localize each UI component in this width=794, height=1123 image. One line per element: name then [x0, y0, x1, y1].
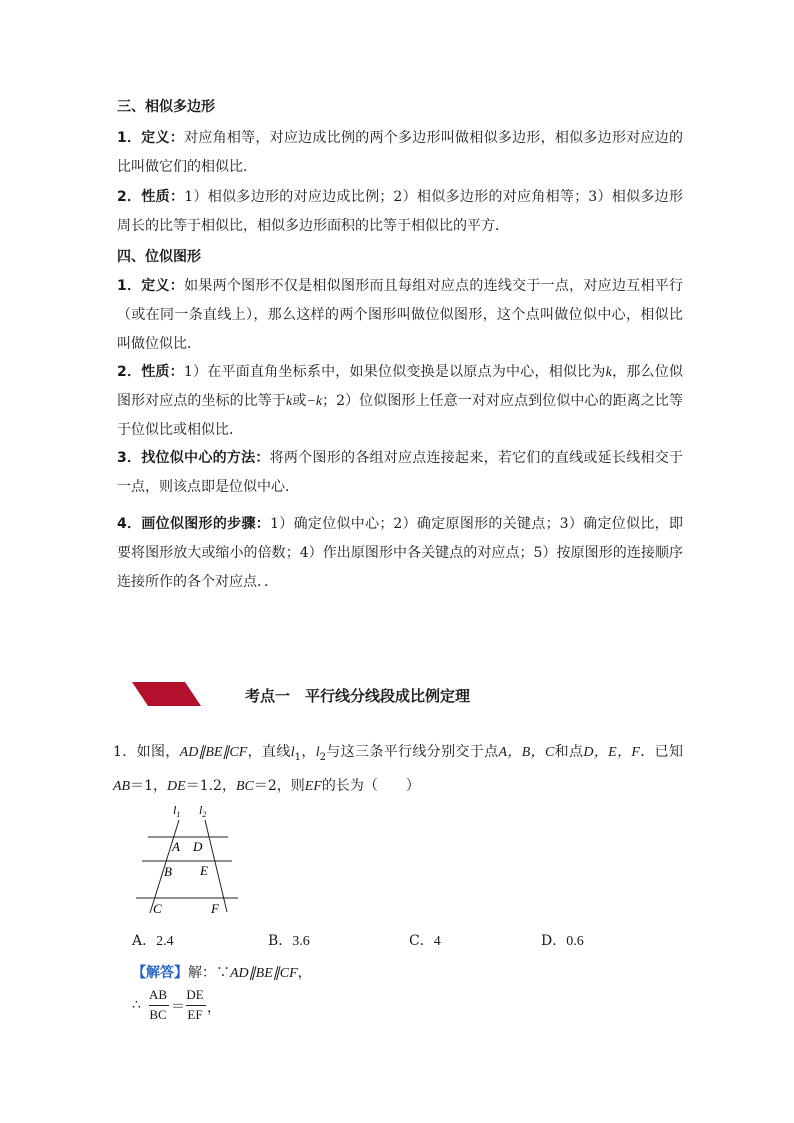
option-letter: A．: [132, 933, 157, 949]
properties-text: 1）在平面直角坐标系中，如果位似变换是以原点为中心，相似比为: [183, 364, 606, 380]
option-d[interactable]: [541, 930, 584, 950]
option-value: 4: [433, 934, 441, 949]
label-l1: $l_1$: [173, 803, 181, 819]
question-text: ＝1.2，: [185, 777, 236, 794]
label-definition: 1．定义：: [117, 278, 185, 294]
question-text: 的长为（ ）: [321, 777, 420, 794]
steps-text: 1）确定位似中心；2）确定原图形的关键点；3）确定位似比，即要将图形放大或缩小的倍数；4）作出原图形中各关键点的对应点；5）按原图形的连接顺序连接所作的各个对应点．．: [117, 516, 683, 590]
point-e: E: [200, 863, 208, 878]
question-1: [113, 738, 683, 801]
option-letter: D．: [541, 933, 567, 949]
solution-text: ，: [207, 1000, 221, 1016]
point-a: A: [172, 839, 180, 854]
section-heading-similar-polygons: 三、相似多边形: [117, 99, 215, 115]
solution-line-1: [132, 962, 312, 982]
question-text: ，: [300, 744, 316, 760]
paragraph-properties-similar-polygons: [117, 183, 683, 241]
label-method: 3．找位似中心的方法：: [117, 450, 270, 466]
point-d: D: [193, 839, 203, 854]
question-text: ＝1，: [130, 777, 168, 794]
therefore-symbol: ∴: [132, 997, 141, 1013]
paragraph-definition-similar-polygons: [117, 124, 683, 182]
var-k: k: [605, 365, 612, 380]
line-l1-subscript: 1: [294, 751, 301, 763]
segment-ef: EF: [304, 778, 322, 794]
question-text: ，直线: [247, 744, 291, 760]
solution-text: 解：∵: [188, 965, 230, 981]
option-value: 3.6: [292, 934, 310, 949]
option-b[interactable]: [268, 930, 310, 950]
point-f: F: [211, 901, 219, 916]
paragraph-properties-homothetic: [117, 358, 683, 445]
fraction-denominator: EF: [187, 1007, 203, 1022]
label-properties: 2．性质：: [117, 364, 184, 380]
solution-condition: AD∥BE∥CF: [230, 966, 298, 981]
label-l2: $l_2$: [199, 803, 207, 819]
segment-ab: AB: [113, 778, 131, 794]
fraction-bar: [186, 1005, 206, 1006]
paragraph-definition-homothetic: [117, 272, 683, 359]
line-l1-label: l: [290, 745, 295, 760]
question-text: ＝2，则: [253, 777, 305, 794]
option-value: 2.4: [156, 934, 174, 949]
option-letter: C．: [409, 933, 434, 949]
label-definition: 1．定义：: [117, 130, 185, 146]
paragraph-drawing-steps: [117, 510, 683, 597]
banner-parallelogram: [132, 682, 201, 706]
point-b: B: [164, 864, 172, 879]
segment-de: DE: [167, 778, 186, 794]
var-k: k: [286, 394, 293, 409]
definition-text: 对应角相等，对应边成比例的两个多边形叫做相似多边形，相似多边形对应边的比叫做它们的相似比．: [117, 130, 683, 175]
fraction-denominator: BC: [149, 1007, 167, 1022]
solution-proportion: [132, 987, 332, 1027]
points-def: D，E，F: [583, 745, 640, 760]
properties-text: ；2）位似图形上任意一对对应点到位似中心的距离之比等于位似比或相似比．: [117, 393, 684, 438]
point-c: C: [153, 901, 162, 916]
parallel-lines-figure: [130, 800, 240, 918]
paragraph-find-center-method: [117, 444, 683, 502]
label-steps: 4．画位似图形的步骤：: [117, 516, 271, 532]
section-heading-homothetic-figures: 四、位似图形: [117, 249, 201, 265]
question-text: 和点: [554, 744, 584, 760]
fraction-bar: [149, 1005, 169, 1006]
fraction-numerator: DE: [186, 987, 204, 1002]
label-properties: 2．性质：: [117, 189, 185, 205]
question-number: 1．: [113, 744, 137, 760]
fraction-numerator: AB: [148, 987, 168, 1002]
option-value: 0.6: [566, 934, 584, 949]
question-condition: AD∥BE∥CF: [179, 745, 248, 760]
line-l2-subscript: 2: [319, 751, 326, 763]
option-c[interactable]: [409, 930, 441, 950]
equals-sign: ＝: [171, 999, 185, 1015]
topic-title: 考点一 平行线分线段成比例定理: [245, 687, 471, 705]
solution-text: ，: [297, 965, 312, 981]
points-abc: A，B，C: [498, 745, 555, 760]
properties-text: ，那么位似图形对应点的坐标的比等于: [117, 364, 683, 409]
option-letter: B．: [268, 933, 293, 949]
question-text: 如图，: [136, 744, 180, 760]
option-a[interactable]: [132, 930, 174, 950]
method-text: 将两个图形的各组对应点连接起来，若它们的直线或延长线相交于一点，则该点即是位似中心．: [117, 450, 683, 495]
question-text: ．已知: [639, 744, 684, 760]
definition-text: 如果两个图形不仅是相似图形而且每组对应点的连线交于一点，对应边互相平行（或在同一条直线上），那么这样的两个图形叫做位似图形，这个点叫做位似中心，相似比叫做位似比．: [117, 278, 683, 352]
solution-tag: 【解答】: [132, 965, 188, 981]
properties-text: 或: [292, 393, 307, 409]
var-neg-k: −k: [306, 394, 323, 409]
properties-text: 1）相似多边形的对应边成比例；2）相似多边形的对应角相等；3）相似多边形周长的比等于相似比，相似多边形面积的比等于相似比的平方．: [117, 189, 683, 234]
question-text: 与这三条平行线分别交于点: [325, 744, 499, 760]
line-l2-label: l: [315, 745, 320, 760]
segment-bc: BC: [235, 778, 254, 794]
